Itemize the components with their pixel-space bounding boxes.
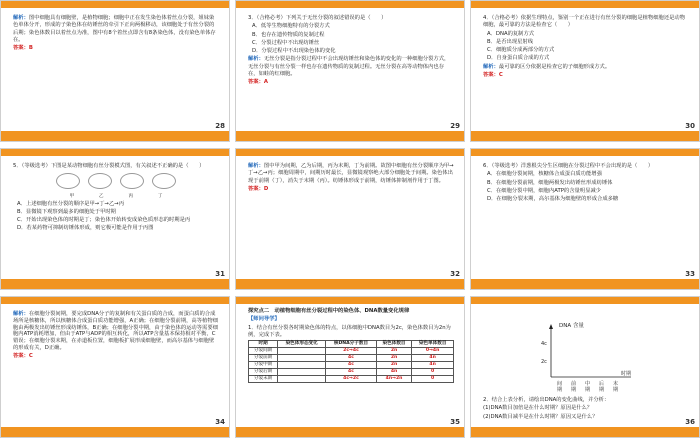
table-row bbox=[249, 362, 454, 369]
slide-footer-bar bbox=[1, 427, 229, 437]
answer-value: A bbox=[263, 79, 269, 86]
shape-cell bbox=[278, 376, 326, 383]
shape-cell bbox=[278, 362, 326, 369]
phase-cell: 分裂后期 bbox=[249, 369, 278, 376]
analysis-label: 解析： bbox=[13, 15, 29, 21]
answer-value: B bbox=[28, 45, 33, 52]
option-a: A．上述细胞有丝分裂的顺序是甲→丁→乙→丙 bbox=[17, 200, 124, 207]
table-row bbox=[249, 348, 454, 355]
option-c: C．开始出现染色体的时期是丁；染色体开始转变成染色质形态的时期是丙 bbox=[17, 217, 191, 224]
option-d: D．在细胞分裂末期，高尔基体为细胞壁的形成合成多糖 bbox=[487, 196, 619, 203]
question-stem: 4．（合格必考）依据生理特点，鉴别一个正在进行有丝分裂的细胞是植物细胞还是动物细胞，最可靠的方法是检查它（ ） bbox=[483, 15, 686, 29]
x-tick-label: 中 bbox=[585, 381, 591, 387]
analysis-text: 无丝分裂是指分裂过程中不会出现纺锤丝和染色体的变化的一种细胞分裂方式，无丝分裂与有丝分裂一样也存在遗传物质的复制过程。无丝分裂在高等动物体内也存在，如蛙的红细胞。 bbox=[248, 56, 450, 78]
analysis-label: 解析： bbox=[248, 163, 264, 169]
chromatid-cell: 4n bbox=[412, 362, 454, 369]
slide-thumbnail-30[interactable] bbox=[470, 0, 700, 142]
analysis-label: 解析： bbox=[248, 56, 264, 63]
slide-number: 28 bbox=[215, 122, 225, 130]
cell-diagram-jia bbox=[56, 173, 80, 189]
answer-label: 答案： bbox=[248, 185, 264, 192]
cell-diagram-yi bbox=[88, 173, 112, 189]
figure-label-ding: 丁 bbox=[157, 193, 163, 199]
slide-header-bar bbox=[1, 1, 229, 8]
table-header: 核DNA分子数目 bbox=[326, 341, 377, 348]
option-a: A．在细胞分裂间期，核糖体合成蛋白质功能增强 bbox=[487, 171, 602, 178]
slide-number: 35 bbox=[450, 418, 460, 426]
answer-label: 答案： bbox=[13, 352, 29, 359]
slide-number: 36 bbox=[685, 418, 695, 426]
question-1: (1)DNA数目加倍是在什么时期？原因是什么？ bbox=[483, 405, 593, 412]
option-b: B．也存在遗传物质的复制过程 bbox=[252, 31, 325, 38]
slide-footer-bar bbox=[471, 427, 699, 437]
slide-footer-bar bbox=[471, 131, 699, 141]
y-tick-label: 2c bbox=[541, 359, 547, 365]
dna-cell: 4c bbox=[326, 369, 377, 376]
slide-footer-bar bbox=[236, 279, 464, 289]
dna-cell: 4c→2c bbox=[326, 376, 377, 383]
slide-footer-bar bbox=[471, 279, 699, 289]
slide-footer-bar bbox=[1, 279, 229, 289]
question-stem: 1．结合有丝分裂各时期染色体的特点，以体细胞中DNA数目为2c，染色体数目为2n为例，完成下表。 bbox=[248, 324, 451, 338]
section-subtitle: 【师问导学】 bbox=[248, 316, 280, 323]
chromosome-cell: 2n bbox=[376, 362, 411, 369]
phase-cell: 分裂中期 bbox=[249, 362, 278, 369]
section-title: 探究点二 动植物细胞有丝分裂过程中的染色体、DNA数量变化规律 bbox=[248, 308, 410, 314]
slide-content bbox=[248, 15, 454, 88]
slide-thumbnail-31[interactable] bbox=[0, 148, 230, 290]
slide-thumbnail-34[interactable] bbox=[0, 296, 230, 438]
chromosome-cell: 4n→2n bbox=[376, 376, 411, 383]
y-axis-arrow bbox=[549, 324, 553, 329]
slide-header-bar bbox=[471, 1, 699, 8]
answer-value: D bbox=[263, 185, 269, 192]
phase-table bbox=[248, 340, 454, 383]
option-d: D．自身蛋白质合成的方式 bbox=[487, 55, 550, 62]
x-tick-suffix: 期 bbox=[571, 387, 577, 393]
cell-diagram-ding bbox=[152, 173, 176, 189]
slide-footer-bar bbox=[236, 131, 464, 141]
cell-diagram-bing bbox=[120, 173, 144, 189]
chromosome-cell: 4n bbox=[376, 369, 411, 376]
slide-header-bar bbox=[236, 1, 464, 8]
x-tick-label: 前 bbox=[571, 381, 577, 387]
answer-label: 答案： bbox=[13, 45, 29, 52]
slide-header-bar bbox=[1, 297, 229, 304]
slide-thumbnail-36[interactable] bbox=[470, 296, 700, 438]
table-header: 染色体形态变化 bbox=[278, 341, 326, 348]
slide-thumbnail-33[interactable] bbox=[470, 148, 700, 290]
slide-content bbox=[248, 308, 454, 383]
answer-value: C bbox=[498, 72, 503, 79]
chromosome-cell: 2n bbox=[376, 348, 411, 355]
slide-content bbox=[13, 15, 219, 53]
slide-thumbnail-28[interactable] bbox=[0, 0, 230, 142]
table-row bbox=[249, 355, 454, 362]
slide-content bbox=[483, 163, 689, 204]
cell-figure bbox=[13, 172, 219, 198]
slide-number: 30 bbox=[685, 122, 695, 130]
question-stem: 5．（等级选考）下图是某动物细胞有丝分裂模式图，有关叙述不正确的是（ ） bbox=[13, 163, 205, 169]
shape-cell bbox=[278, 369, 326, 376]
analysis-text: 最可靠的区分依据是检查它的子细胞形成方式。 bbox=[498, 63, 611, 70]
option-c: C．在细胞分裂中期，细胞内ATP的含量明显减少 bbox=[487, 187, 601, 194]
table-header: 染色单体数目 bbox=[412, 341, 454, 348]
slide-number: 31 bbox=[215, 270, 225, 278]
analysis-text: 图中细胞具有细胞壁，是植物细胞；细胞中正在发生染色体着丝点分裂，姐妹染色单体分开，形成的子染色体在纺锤丝的牵引下正向两极移动，该细胞处于有丝分裂的后期；染色体数目以着丝点为准，图中有8个着丝点即含有8条染色体，没有染色单体存在。 bbox=[13, 15, 216, 43]
table-header: 时期 bbox=[249, 341, 278, 348]
dna-cell: 4c bbox=[326, 355, 377, 362]
dna-cell: 2c→4c bbox=[326, 348, 377, 355]
option-a: A．DNA的复制方式 bbox=[487, 30, 535, 37]
option-a: A．低等生物细胞特有的分裂方式 bbox=[252, 23, 330, 30]
x-tick-suffix: 期 bbox=[613, 387, 619, 393]
question-stem: 3．（合格必考）下列关于无丝分裂的叙述错误的是（ ） bbox=[248, 15, 387, 21]
slide-thumbnail-35[interactable] bbox=[235, 296, 465, 438]
slide-number: 32 bbox=[450, 270, 460, 278]
slide-header-bar bbox=[471, 149, 699, 156]
y-tick-label: 4c bbox=[541, 341, 547, 347]
question-text: 2．结合上表分析，请绘出DNA的变化曲线，并分析： bbox=[483, 397, 610, 403]
table-row bbox=[249, 376, 454, 383]
slide-header-bar bbox=[1, 149, 229, 156]
phase-cell: 分裂末期 bbox=[249, 376, 278, 383]
slide-footer-bar bbox=[1, 131, 229, 141]
analysis-label: 解析： bbox=[13, 311, 29, 317]
slide-thumbnail-29[interactable] bbox=[235, 0, 465, 142]
slide-header-bar bbox=[236, 297, 464, 304]
x-tick-suffix: 期 bbox=[585, 387, 591, 393]
analysis-text: 图中甲为间期，乙为后期，丙为末期，丁为前期。故图中细胞有丝分裂顺序为甲→丁→乙→丙；细胞周期中，间期历时最长，显微镜观察绝大部分细胞处于间期。染色体出现于前期（丁），消失于末期（丙）。纺锤体形成于前期，纺锤体抑制剂作用于丁图。 bbox=[248, 163, 454, 184]
chromosome-cell: 2n bbox=[376, 355, 411, 362]
phase-cell: 分裂前期 bbox=[249, 355, 278, 362]
slide-header-bar bbox=[236, 149, 464, 156]
figure-label-bing: 丙 bbox=[128, 193, 133, 199]
slide-number: 29 bbox=[450, 122, 460, 130]
option-d: D．若某药物可抑制纺锤体形成，则它极可能是作用于丙图 bbox=[17, 225, 154, 232]
x-axis-title: 时期 bbox=[621, 371, 632, 377]
answer-value: C bbox=[28, 352, 33, 359]
analysis-label: 解析： bbox=[483, 63, 499, 70]
figure-label-jia: 甲 bbox=[69, 193, 75, 199]
question-stem: 6．（等级选考）洋葱根尖分生区细胞在分裂过程中不会出现的是（ ） bbox=[483, 163, 654, 169]
x-tick-label: 末 bbox=[613, 381, 619, 387]
x-tick-suffix: 期 bbox=[599, 387, 605, 393]
slide-thumbnail-32[interactable] bbox=[235, 148, 465, 290]
shape-cell bbox=[278, 355, 326, 362]
dna-cell: 4c bbox=[326, 362, 377, 369]
slide-content bbox=[13, 311, 219, 361]
option-b: B．在细胞分裂前期，细胞两极发出纺锤丝形成纺锤体 bbox=[487, 179, 613, 186]
option-c: C．细胞质分成两部分的方式 bbox=[487, 47, 555, 54]
x-tick-suffix: 期 bbox=[557, 387, 563, 393]
slide-content bbox=[13, 163, 219, 234]
option-b: B．是否出现星射线 bbox=[487, 38, 534, 45]
answer-label: 答案： bbox=[248, 79, 264, 86]
table-row bbox=[249, 369, 454, 376]
slide-footer-bar bbox=[236, 427, 464, 437]
analysis-text: 在细胞分裂间期，要完成DNA分子的复制和有关蛋白质的合成，而蛋白质的合成场所是核糖体，所以核糖体合成蛋白质功能增强，A正确；在细胞分裂前期，高等植物细胞由两极发出纺锤丝形成纺锤体，B正确；在细胞分裂中期，由于染色体的运动等需要细胞内ATP消耗增加，但由于ATP与ADP的相互转化，所以ATP含量基本保持相对平衡，C错误；在细胞分裂末期，在赤道板位置，细胞板扩展形成细胞壁，而高尔基体与细胞壁的形成有关，D正确。 bbox=[13, 311, 218, 351]
answer-label: 答案： bbox=[483, 72, 499, 79]
slide-content bbox=[248, 163, 454, 194]
y-axis-label: DNA 含量 bbox=[559, 323, 584, 329]
option-d: D．分裂过程中不出现染色体的变化 bbox=[252, 48, 336, 55]
slide-content bbox=[483, 397, 689, 422]
table-header-row bbox=[249, 341, 454, 348]
figure-label-yi: 乙 bbox=[99, 193, 104, 199]
slide-content bbox=[483, 15, 689, 80]
option-c: C．分裂过程中不出现纺锤丝 bbox=[252, 39, 320, 46]
table-header: 染色体数目 bbox=[376, 341, 411, 348]
x-tick-label: 后 bbox=[599, 381, 605, 387]
slide-number: 34 bbox=[215, 418, 225, 426]
x-tick-label: 间 bbox=[557, 381, 563, 387]
question-2: (2)DNA数目减半是在什么时期？原因又是什么？ bbox=[483, 413, 598, 420]
slide-number: 33 bbox=[685, 270, 695, 278]
chromatid-cell: 4n bbox=[412, 355, 454, 362]
shape-cell bbox=[278, 348, 326, 355]
chromatid-cell: 0 bbox=[412, 369, 454, 376]
chromatid-cell: 0→4n bbox=[412, 348, 454, 355]
option-b: B．显微镜下观察到最多的细胞处于甲时期 bbox=[17, 208, 116, 215]
chromatid-cell: 0 bbox=[412, 376, 454, 383]
phase-cell: 分裂间期 bbox=[249, 348, 278, 355]
